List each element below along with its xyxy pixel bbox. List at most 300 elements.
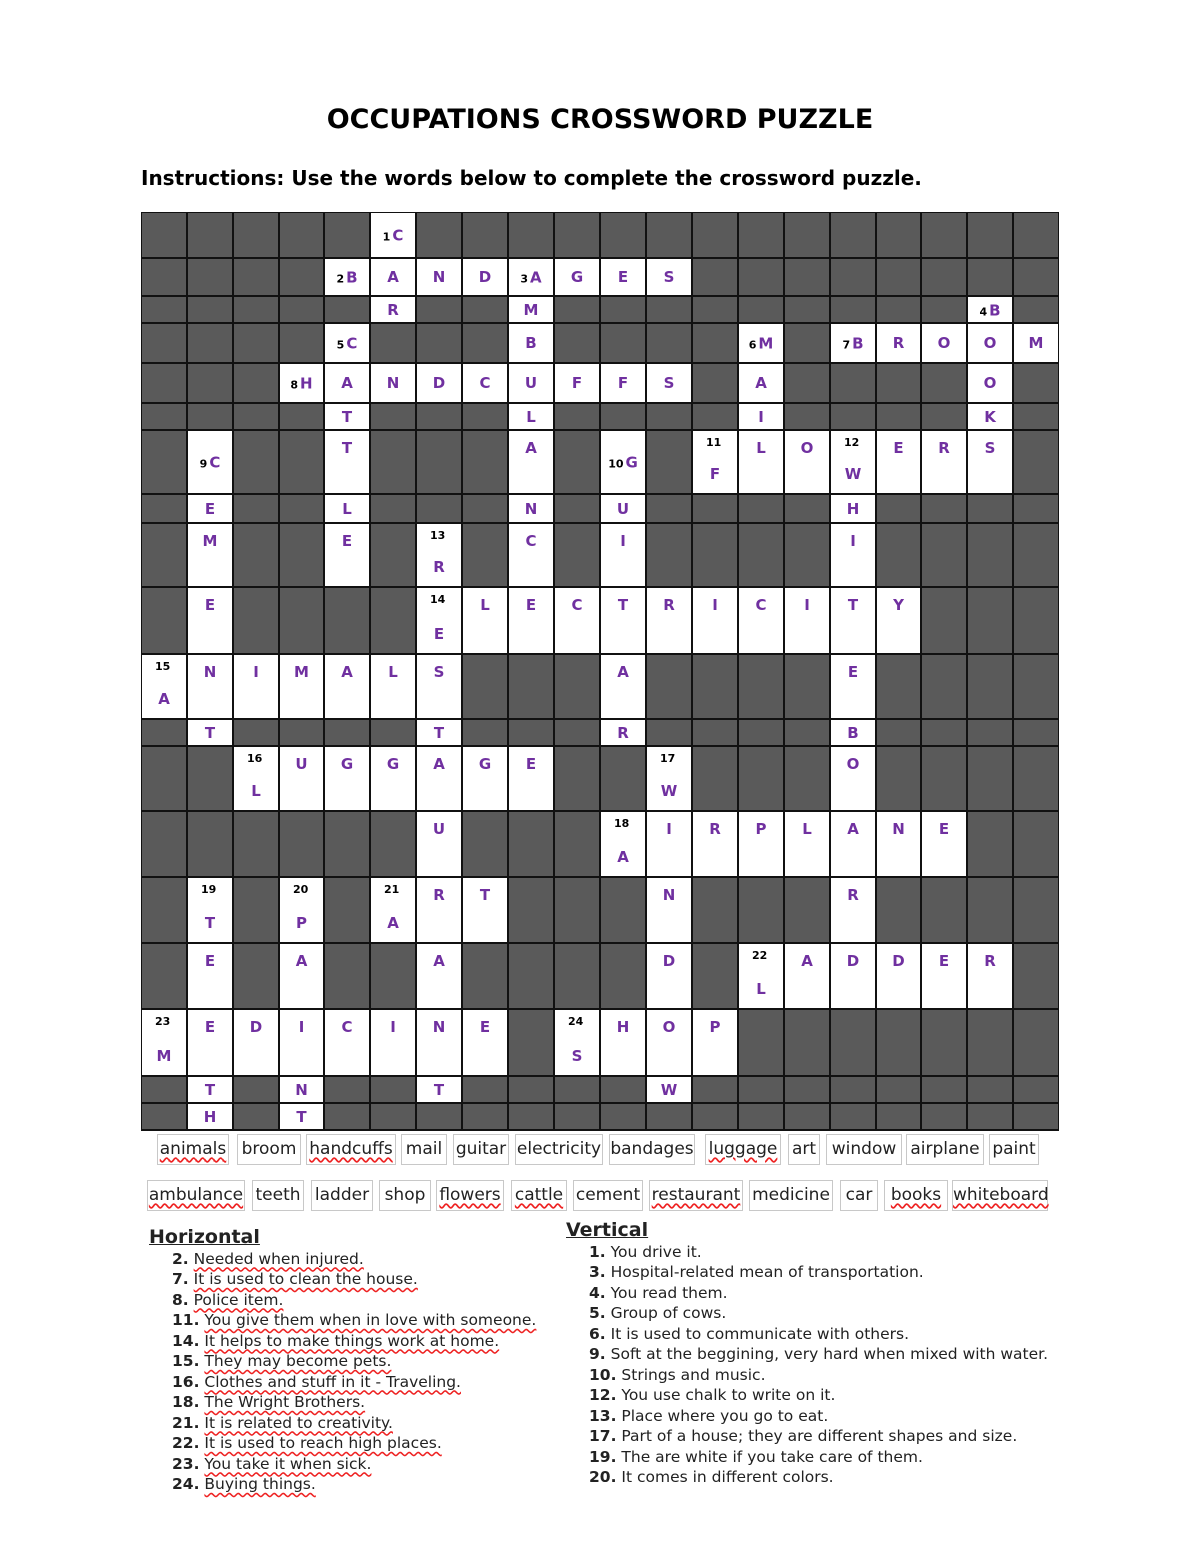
black-cell: [279, 523, 324, 587]
black-cell: [508, 943, 554, 1009]
clue-text: You drive it.: [610, 1242, 702, 1261]
crossword-cell: [600, 1009, 646, 1076]
black-cell: [738, 877, 784, 943]
word-bank-word: paint: [992, 1139, 1036, 1159]
black-cell: [738, 1076, 784, 1103]
black-cell: [646, 430, 692, 494]
clue-number: 2: [336, 272, 345, 286]
crossword-cell: [370, 296, 416, 323]
black-cell: [187, 811, 233, 877]
crossword-cell: [279, 1076, 324, 1103]
crossword-cell: [462, 1009, 508, 1076]
black-cell: [1013, 587, 1059, 654]
clue-num: 13.: [589, 1406, 617, 1425]
word-bank-item: [147, 1180, 245, 1211]
clue-num: 18.: [172, 1393, 200, 1411]
crossword-cell: [646, 363, 692, 403]
cell-letter: L: [388, 663, 398, 681]
black-cell: [233, 296, 279, 323]
word-bank-word: cement: [575, 1185, 641, 1205]
black-cell: [324, 719, 370, 746]
black-cell: [416, 212, 462, 258]
crossword-cell: [416, 1076, 462, 1103]
crossword-cell: [784, 943, 830, 1009]
cell-letter: C: [341, 1018, 353, 1036]
cell-letter: N: [892, 820, 905, 838]
black-cell: [921, 1076, 967, 1103]
crossword-cell: [600, 811, 646, 877]
black-cell: [738, 494, 784, 523]
cell-letter: T: [204, 914, 216, 932]
black-cell: [141, 877, 187, 943]
clue-number: 11: [706, 436, 722, 449]
cell-letter: I: [666, 820, 672, 838]
crossword-cell: [600, 258, 646, 296]
black-cell: [462, 943, 508, 1009]
cell-letter: G: [386, 755, 400, 773]
black-cell: [967, 654, 1013, 719]
crossword-cell: [187, 494, 233, 523]
black-cell: [784, 258, 830, 296]
crossword-cell: [324, 363, 370, 403]
crossword-cell: [324, 430, 370, 494]
crossword-cell: [646, 587, 692, 654]
black-cell: [876, 363, 921, 403]
crossword-cell: [279, 1103, 324, 1130]
crossword-cell: [600, 363, 646, 403]
black-cell: [233, 323, 279, 363]
cell-letter: A: [433, 952, 445, 970]
black-cell: [279, 212, 324, 258]
clue-label: [831, 334, 875, 353]
black-cell: [830, 403, 876, 430]
crossword-cell: [279, 746, 324, 811]
crossword-cell: [187, 587, 233, 654]
black-cell: [738, 746, 784, 811]
cell-letter: I: [850, 532, 856, 550]
crossword-cell: [646, 1009, 692, 1076]
black-cell: [967, 1009, 1013, 1076]
black-cell: [921, 212, 967, 258]
black-cell: [692, 323, 738, 363]
clue-text: Needed when injured.: [193, 1249, 364, 1268]
black-cell: [876, 523, 921, 587]
cell-letter: R: [617, 723, 629, 742]
black-cell: [784, 323, 830, 363]
word-bank-item: [573, 1180, 643, 1211]
black-cell: [600, 323, 646, 363]
black-cell: [967, 719, 1013, 746]
crossword-cell: [462, 258, 508, 296]
black-cell: [141, 746, 187, 811]
black-cell: [1013, 877, 1059, 943]
clue-number: 23: [155, 1015, 171, 1028]
crossword-cell: [233, 1009, 279, 1076]
word-bank-word: mail: [405, 1139, 443, 1159]
black-cell: [1013, 811, 1059, 877]
cell-letter: E: [847, 663, 859, 681]
crossword-cell: [967, 363, 1013, 403]
crossword-cell: [324, 403, 370, 430]
clue-text: Hospital-related mean of transportation.: [610, 1263, 924, 1281]
crossword-cell: [830, 943, 876, 1009]
cell-letter: E: [938, 820, 950, 838]
cell-letter: S: [663, 268, 675, 286]
black-cell: [646, 212, 692, 258]
black-cell: [416, 430, 462, 494]
black-cell: [141, 587, 187, 654]
black-cell: [324, 1076, 370, 1103]
cell-letter: T: [479, 886, 491, 904]
crossword-cell: [324, 323, 370, 363]
crossword-cell: [967, 403, 1013, 430]
cell-letter: N: [432, 268, 446, 286]
cell-letter: E: [204, 499, 216, 518]
crossword-cell: [187, 943, 233, 1009]
crossword-cell: [830, 494, 876, 523]
black-cell: [233, 363, 279, 403]
clue-label: [509, 268, 553, 287]
crossword-cell: [600, 719, 646, 746]
crossword-cell: [876, 430, 921, 494]
clue-number: 3: [520, 272, 529, 286]
clue-item: [566, 1303, 1048, 1324]
clue-num: 17.: [589, 1427, 617, 1445]
word-bank-item: [826, 1134, 902, 1165]
cell-letter: H: [300, 374, 313, 393]
word-bank-word: electricity: [516, 1139, 602, 1159]
black-cell: [324, 1103, 370, 1130]
crossword-cell: [646, 746, 692, 811]
crossword-cell: [646, 811, 692, 877]
crossword-cell: [921, 323, 967, 363]
clue-number: 4: [979, 305, 988, 318]
black-cell: [921, 587, 967, 654]
cell-letter: A: [755, 374, 767, 392]
black-cell: [462, 1103, 508, 1130]
cell-letter: P: [755, 820, 767, 838]
black-cell: [692, 363, 738, 403]
black-cell: [692, 746, 738, 811]
crossword-cell: [187, 1009, 233, 1076]
word-bank-word: broom: [241, 1139, 297, 1159]
clue-item: [149, 1474, 536, 1495]
black-cell: [784, 296, 830, 323]
cell-letter: E: [341, 532, 353, 550]
cell-letter: R: [663, 596, 675, 614]
black-cell: [600, 296, 646, 323]
clue-text: Group of cows.: [610, 1304, 727, 1322]
word-bank-item: [453, 1134, 509, 1165]
cell-letter: L: [342, 499, 352, 518]
cell-letter: H: [616, 1018, 630, 1036]
crossword-cell: [784, 811, 830, 877]
black-cell: [554, 719, 600, 746]
crossword-cell: [830, 746, 876, 811]
cell-letter: D: [892, 952, 905, 970]
crossword-cell: [462, 363, 508, 403]
clue-num: 21.: [172, 1413, 200, 1432]
cell-letter: A: [617, 848, 629, 866]
black-cell: [324, 296, 370, 323]
black-cell: [967, 587, 1013, 654]
black-cell: [646, 654, 692, 719]
black-cell: [738, 719, 784, 746]
word-bank-word: shop: [384, 1185, 426, 1205]
crossword-cell: [830, 811, 876, 877]
cell-letter: S: [663, 374, 675, 392]
crossword-cell: [187, 654, 233, 719]
cell-letter: G: [570, 268, 584, 286]
clue-item: [149, 1372, 536, 1393]
word-bank-word: luggage: [708, 1139, 778, 1159]
crossword-cell: [830, 587, 876, 654]
black-cell: [1013, 746, 1059, 811]
cell-letter: M: [758, 334, 774, 353]
clue-text: You use chalk to write on it.: [621, 1386, 836, 1404]
cell-letter: I: [758, 407, 764, 426]
clue-item: [149, 1392, 536, 1413]
crossword-cell: [646, 877, 692, 943]
clue-number: 12: [844, 436, 860, 449]
clue-text: You give them when in love with someone.: [204, 1311, 537, 1329]
crossword-cell: [187, 1076, 233, 1103]
word-bank-word: cattle: [514, 1185, 564, 1205]
cell-letter: A: [387, 914, 399, 932]
crossword-cell: [646, 258, 692, 296]
crossword-cell: [370, 363, 416, 403]
black-cell: [830, 212, 876, 258]
black-cell: [324, 212, 370, 258]
crossword-cell: [416, 587, 462, 654]
black-cell: [646, 403, 692, 430]
clue-item: [566, 1467, 1048, 1488]
cell-letter: O: [937, 334, 951, 352]
clue-text: It is related to creativity.: [204, 1413, 393, 1432]
black-cell: [370, 719, 416, 746]
black-cell: [416, 403, 462, 430]
black-cell: [1013, 430, 1059, 494]
black-cell: [370, 811, 416, 877]
cell-letter: A: [617, 663, 629, 681]
word-bank-item: [788, 1134, 820, 1165]
clue-label: [188, 453, 232, 472]
black-cell: [784, 212, 830, 258]
crossword-cell: [646, 943, 692, 1009]
clue-text: It is used to clean the house.: [193, 1270, 418, 1288]
cell-letter: B: [525, 334, 537, 352]
black-cell: [600, 212, 646, 258]
black-cell: [692, 1076, 738, 1103]
clue-number: 10: [608, 457, 624, 471]
crossword-cell: [876, 323, 921, 363]
black-cell: [646, 494, 692, 523]
cell-letter: I: [712, 596, 718, 614]
word-bank-item: [157, 1134, 229, 1165]
clue-num: 12.: [589, 1386, 617, 1404]
cell-letter: T: [204, 723, 216, 742]
clue-num: 22.: [172, 1434, 200, 1452]
black-cell: [738, 1009, 784, 1076]
crossword-cell: [921, 430, 967, 494]
black-cell: [830, 1103, 876, 1130]
cell-letter: G: [478, 755, 492, 773]
black-cell: [187, 746, 233, 811]
crossword-cell: [416, 877, 462, 943]
black-cell: [692, 877, 738, 943]
word-bank-item: [252, 1180, 304, 1211]
black-cell: [233, 430, 279, 494]
clue-item: [566, 1426, 1048, 1447]
word-bank-word: art: [791, 1139, 817, 1159]
crossword-cell: [738, 587, 784, 654]
cell-letter: A: [530, 268, 542, 287]
black-cell: [1013, 523, 1059, 587]
black-cell: [141, 323, 187, 363]
cell-letter: L: [480, 596, 490, 614]
black-cell: [1013, 296, 1059, 323]
cell-letter: L: [802, 820, 812, 838]
cell-letter: C: [755, 596, 767, 614]
cell-letter: M: [202, 532, 218, 550]
black-cell: [646, 1103, 692, 1130]
word-bank-item: [511, 1180, 567, 1211]
crossword-cell: [830, 323, 876, 363]
cell-letter: I: [390, 1018, 396, 1036]
black-cell: [876, 877, 921, 943]
cell-letter: R: [709, 820, 721, 838]
word-bank-item: [379, 1180, 431, 1211]
cell-letter: A: [295, 952, 308, 970]
cell-letter: E: [479, 1018, 491, 1036]
black-cell: [416, 494, 462, 523]
crossword-cell: [370, 1009, 416, 1076]
crossword-cell: [830, 654, 876, 719]
page-title: OCCUPATIONS CROSSWORD PUZZLE: [326, 104, 874, 135]
black-cell: [279, 323, 324, 363]
clue-num: 20.: [589, 1468, 617, 1486]
black-cell: [462, 811, 508, 877]
cell-letter: M: [1028, 334, 1044, 352]
black-cell: [876, 212, 921, 258]
black-cell: [876, 403, 921, 430]
clue-text: It helps to make things work at home.: [204, 1331, 500, 1350]
word-bank-item: [306, 1134, 396, 1165]
clue-number: 15: [155, 660, 171, 673]
cell-letter: E: [204, 596, 216, 614]
crossword-cell: [738, 811, 784, 877]
black-cell: [921, 1009, 967, 1076]
cell-letter: T: [296, 1107, 307, 1126]
clue-number: 20: [293, 883, 309, 896]
word-bank-item: [906, 1134, 984, 1165]
black-cell: [279, 587, 324, 654]
clue-number: 17: [660, 752, 676, 765]
clue-item: [566, 1262, 1048, 1283]
black-cell: [279, 430, 324, 494]
black-cell: [692, 403, 738, 430]
black-cell: [324, 943, 370, 1009]
black-cell: [462, 323, 508, 363]
crossword-cell: [738, 323, 784, 363]
black-cell: [784, 403, 830, 430]
cell-letter: P: [296, 914, 307, 932]
black-cell: [692, 719, 738, 746]
clue-num: 4.: [589, 1283, 606, 1302]
black-cell: [600, 1103, 646, 1130]
cell-letter: H: [203, 1107, 217, 1126]
black-cell: [554, 296, 600, 323]
word-bank-word: ladder: [314, 1185, 370, 1205]
black-cell: [738, 523, 784, 587]
black-cell: [967, 877, 1013, 943]
crossword-cell: [508, 296, 554, 323]
black-cell: [600, 943, 646, 1009]
cell-letter: E: [525, 755, 537, 773]
black-cell: [279, 296, 324, 323]
clue-item: [149, 1413, 536, 1434]
clue-num: 15.: [172, 1352, 200, 1370]
clue-item: [149, 1331, 536, 1352]
crossword-cell: [279, 943, 324, 1009]
black-cell: [692, 212, 738, 258]
black-cell: [784, 494, 830, 523]
black-cell: [233, 587, 279, 654]
word-bank-item: [237, 1134, 301, 1165]
cell-letter: N: [524, 499, 538, 518]
clue-text: The are white if you take care of them.: [621, 1447, 923, 1466]
clue-text: Clothes and stuff in it - Traveling.: [204, 1372, 461, 1391]
cell-letter: A: [387, 268, 399, 286]
word-bank-item: [952, 1180, 1048, 1211]
black-cell: [462, 430, 508, 494]
black-cell: [967, 746, 1013, 811]
crossword-cell: [554, 1009, 600, 1076]
crossword-cell: [187, 877, 233, 943]
cell-letter: A: [341, 374, 353, 392]
cell-letter: H: [846, 499, 860, 518]
clue-item: [149, 1454, 536, 1475]
black-cell: [462, 212, 508, 258]
black-cell: [508, 877, 554, 943]
cell-letter: A: [801, 952, 813, 970]
clue-num: 9.: [589, 1345, 606, 1363]
crossword-cell: [692, 587, 738, 654]
clue-label: [601, 453, 645, 472]
black-cell: [921, 523, 967, 587]
crossword-cell: [416, 1009, 462, 1076]
black-cell: [1013, 363, 1059, 403]
clue-text: Strings and music.: [621, 1365, 766, 1384]
crossword-cell: [692, 430, 738, 494]
black-cell: [646, 523, 692, 587]
cell-letter: F: [709, 465, 721, 483]
black-cell: [187, 212, 233, 258]
clue-item: [566, 1344, 1048, 1365]
cell-letter: R: [847, 886, 859, 904]
black-cell: [462, 719, 508, 746]
black-cell: [784, 719, 830, 746]
clue-item: [149, 1290, 536, 1311]
clue-item: [566, 1447, 1048, 1468]
cell-letter: G: [340, 755, 354, 773]
cell-letter: B: [852, 334, 864, 353]
crossword-cell: [554, 363, 600, 403]
crossword-cell: [921, 943, 967, 1009]
cell-letter: D: [249, 1018, 263, 1036]
cell-letter: O: [983, 334, 997, 352]
black-cell: [738, 212, 784, 258]
